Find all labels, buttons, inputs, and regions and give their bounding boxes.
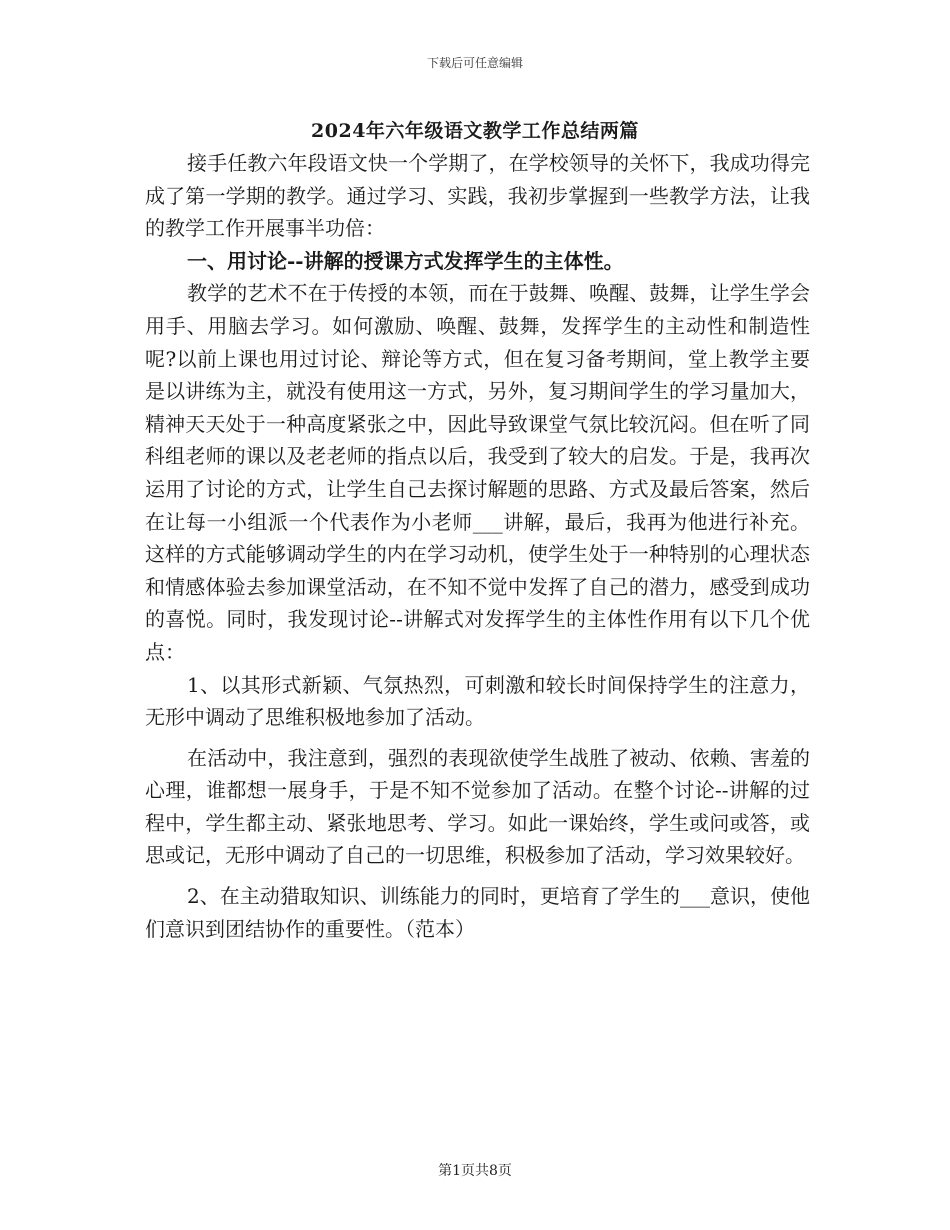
advantage-1-paragraph: 1、以其形式新颖、气氛热烈，可刺激和较长时间保持学生的注意力，无形中调动了思维积极地参加了活动。: [145, 672, 810, 730]
intro-paragraph: 接手任教六年段语文快一个学期了，在学校领导的关怀下，我成功得完成了第一学期的教学。通过学习、实践，我初步掌握到一些教学方法，让我的教学工作开展事半功倍：: [145, 151, 810, 241]
document-body: [145, 147, 810, 945]
page-number-footer: 第1页共8页: [438, 1163, 512, 1179]
discussion-paragraph: 教学的艺术不在于传授的本领，而在于鼓舞、唤醒、鼓舞，让学生学会用手、用脑去学习。如何激励、唤醒、鼓舞，发挥学生的主动性和制造性呢?以前上课也用过讨论、辩论等方式，但在复习备考期间，堂上教学主要是以讲练为主，就没有使用这一方式，另外，复习期间学生的学习量加大，精神天天处于一种高度紧张之中，因此导致课堂气氛比较沉闷。但在听了同科组老师的课以及老老师的指点以后，我受到了较大的启发。于是，我再次运用了讨论的方式，让学生自己去探讨解题的思路、方式及最后答案，然后在让每一小组派一个代表作为小老师___讲解，最后，我再为他进行补充。这样的方式能够调动学生的内在学习动机，使学生处于一种特别的心理状态和情感体验去参加课堂活动，在不知不觉中发挥了自己的潜力，感受到成功的喜悦。同时，我发现讨论--讲解式对发挥学生的主体性作用有以下几个优点：: [145, 281, 810, 664]
activity-paragraph: 在活动中，我注意到，强烈的表现欲使学生战胜了被动、依赖、害羞的心理，谁都想一展身手，于是不知不觉参加了活动。在整个讨论--讲解的过程中，学生都主动、紧张地思考、学习。如此一课始终，学生或问或答，或思或记，无形中调动了自己的一切思维，积极参加了活动，学习效果较好。: [145, 745, 810, 868]
document-title: 2024年六年级语文教学工作总结两篇: [311, 120, 639, 142]
advantage-2-paragraph: 2、在主动猎取知识、训练能力的同时，更培育了学生的___意识，使他们意识到团结协作的重要性。（范本）: [145, 884, 810, 941]
section-heading-1: 一、用讨论--讲解的授课方式发挥学生的主体性。: [187, 248, 624, 273]
page-header-note: 下载后可任意编辑: [426, 56, 523, 70]
